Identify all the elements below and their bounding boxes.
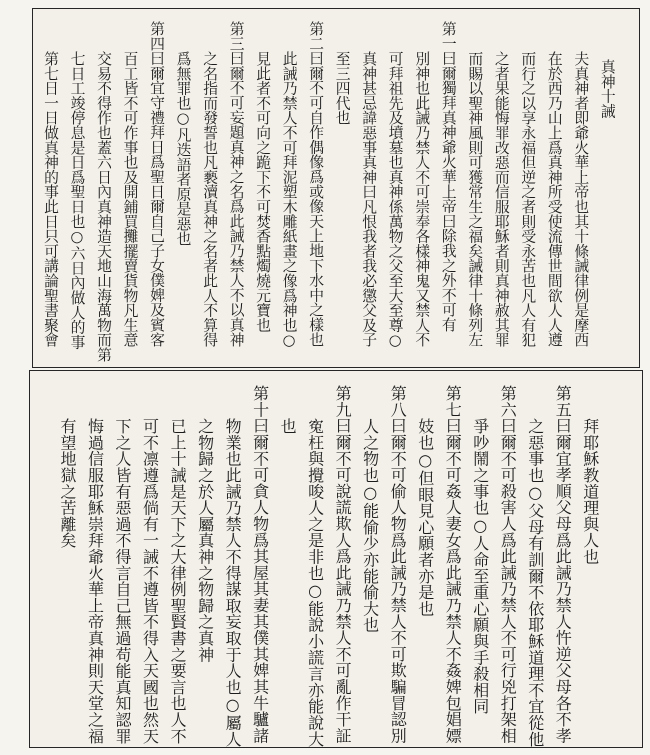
commandment-4-line: 百工皆不可作事也及開鋪買攤擺賣貨物凡生意 xyxy=(121,50,139,347)
conclusion-line: 可不凛遵爲倘有一誡不遵皆不得入天國也然天 xyxy=(140,417,160,744)
commandment-9-line: 寃枉與攪唆人之是非也○能說小謊言亦能說大 xyxy=(305,417,325,747)
commandment-6-line: 爭吵鬧之事也○人命至重心願與手殺相同 xyxy=(470,417,490,714)
commandment-5-heading: 第五曰爾宜孝順父母爲此誡乃禁人忤逆父母各不孝 xyxy=(553,385,573,744)
commandment-2-line: 此誡乃禁人不可拜泥塑木雕紙畫之像爲神也○ xyxy=(280,50,298,349)
commandment-10-line: 之物歸之於人屬真神之物歸之真神 xyxy=(195,417,215,663)
commandment-7-line: 妓也○但眼見心願者亦是也 xyxy=(415,417,435,617)
commandment-1-line: 別神也此誡乃禁人不可崇奉各樣神鬼又禁人不 xyxy=(413,50,431,347)
intro-line: 之者果能悔罪改惡而信服耶穌者則真神赦其罪 xyxy=(492,50,510,347)
intro-line: 而行之以享永福但逆之者則受永苦也凡人有犯 xyxy=(519,50,537,347)
commandment-1-line: 至三四代也 xyxy=(333,50,351,125)
lower-panel xyxy=(29,370,643,748)
commandment-10-line: 物業也此誡乃禁人不得謀取妄取于人也○屬人 xyxy=(223,417,243,747)
commandment-6-heading: 第六曰爾不可殺害人爲此誡乃禁人不可行兇打架相 xyxy=(498,385,518,744)
conclusion-line: 悔過信服耶穌崇拜爺火華上帝真神則天堂之福 xyxy=(85,417,105,744)
intro-line: 夫真神者即爺火華上帝也其十條誡律例是摩西 xyxy=(572,50,590,347)
commandment-3-heading: 第三曰爾不可妄題真神之名爲此誡乃禁人不以真神 xyxy=(227,21,245,347)
conclusion-line: 有望地獄之苦離矣 xyxy=(58,417,77,548)
commandment-5-line: 之惡事也○父母有訓爾不依耶穌道理不宜從他 xyxy=(525,417,545,747)
commandment-9-line: 也 xyxy=(278,417,298,434)
commandment-3-line: 之名指而發誓也凡褻瀆真神之名者此人不算得 xyxy=(201,50,219,347)
intro-line: 在於西乃山上爲真神所受使流傳世間欲人人遵 xyxy=(545,50,563,347)
conclusion-line: 下之人皆有惡過不得言自己無過苟能真知認罪 xyxy=(113,417,133,744)
commandment-8-heading: 第八曰爾不可偷人物爲此誡乃禁人不可欺騙冒認別 xyxy=(388,385,408,744)
document-title: 真神十誡 xyxy=(598,59,616,119)
commandment-4-heading: 第四曰爾宜守禮拜日爲聖日爾自己子女僕婢及賓客 xyxy=(148,21,166,347)
commandment-4-continued-line: 拜耶穌教道理與人也 xyxy=(580,417,600,565)
commandment-1-line: 可拜祖先及墳墓也真神係萬物之父至大至尊○ xyxy=(386,50,404,349)
commandment-3-line: 爲無罪也○凡迭語者原是惡也 xyxy=(174,50,192,246)
intro-line: 而賜以聖神風則可獲常生之福矣誡律十條列左 xyxy=(466,50,484,347)
commandment-10-heading: 第十曰爾不可貪人物爲其屋其妻其僕其婢其牛驢諸 xyxy=(250,385,270,744)
commandment-1-line: 真神甚忌諱惡事真神曰凡恨我者我必懲父及子 xyxy=(360,50,378,347)
commandment-8-line: 人之物也○能偷少亦能偷大也 xyxy=(360,417,380,633)
commandment-4-line: 第七日一日做真神的事此日只可講論聖書聚會 xyxy=(42,50,59,347)
commandment-2-heading: 第二曰爾不可自作偶像爲或像天上地下水中之樣也 xyxy=(307,21,325,347)
commandment-1-heading: 第一曰爾獨拜真神爺火華上帝曰除我之外不可有 xyxy=(439,21,457,332)
conclusion-line: 已上十誡是天下之大律例聖賢書之要言也人不 xyxy=(168,417,188,744)
upper-panel xyxy=(32,8,640,368)
commandment-2-line: 見此者不可向之跪下不可焚香點燭燒元寶也 xyxy=(254,50,272,332)
commandment-4-line: 七日工竣停息是日爲聖日也○六日內做人的事 xyxy=(68,50,86,349)
commandment-9-heading: 第九曰爾不可說謊欺人爲此誡乃禁人不可亂作干証 xyxy=(333,385,353,744)
commandment-4-line: 交易不得作也蓋六日內真神造天地山海萬物而第 xyxy=(95,50,113,362)
commandment-7-heading: 第七曰爾不可姦人妻女爲此誡乃禁人不姦婢包娼嫖 xyxy=(443,385,463,744)
